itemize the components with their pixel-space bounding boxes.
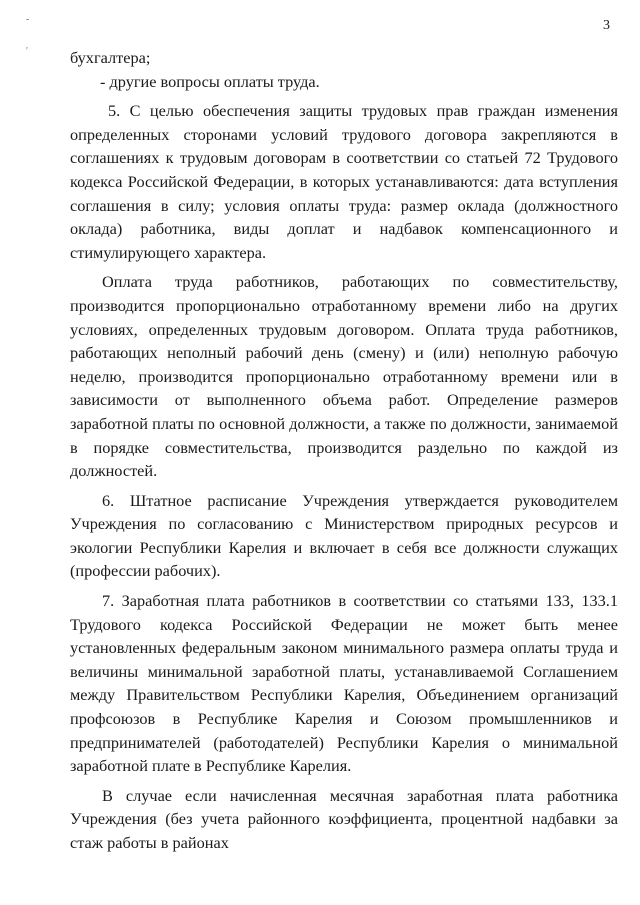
- paragraph-list-item: - другие вопросы оплаты труда.: [100, 71, 320, 91]
- document-body: [70, 46, 618, 855]
- margin-mark-lower: ': [26, 46, 28, 57]
- paragraph-minimum-wage-case: В случае если начисленная месячная заработная плата работника Учреждения (без учета районного коэффициента, процентной надбавки за стаж работы в районах: [70, 785, 618, 852]
- paragraph-continuation: бухгалтера;: [70, 48, 151, 67]
- paragraph-item-7: 7. Заработная плата работников в соответствии со статьями 133, 133.1 Трудового кодекса Российской Федерации не может быть менее установленных федеральным законом минимального размера оплаты труда и величины минимальной заработной платы, устанавливаемой Соглашением между Правительством Республики Карелия, Объединением организаций профсоюзов в Республике Карелия и Союзом промышленников и предпринимателей (работодателей) Республики Карелия о минимальной заработной плате в Республике Карелия.: [70, 591, 618, 776]
- page-number: 3: [603, 18, 610, 33]
- margin-mark-top: -: [26, 14, 30, 25]
- paragraph-item-6: 6. Штатное расписание Учреждения утверждается руководителем Учреждения по согласованию с Министерством природных ресурсов и экологии Республики Карелия и включает в себя все должности служащих (профессии рабочих).: [70, 490, 618, 581]
- paragraph-item-5: 5. С целью обеспечения защиты трудовых прав граждан изменения определенных сторонами условий трудового договора закрепляются в соглашениях к трудовым договорам в соответствии со статьей 72 Трудового кодекса Российской Федерации, в которых устанавливаются: дата вступления соглашения в силу; условия оплаты труда: размер оклада (должностного оклада) работника, виды доплат и надбавок компенсационного и стимулирующего характера.: [70, 101, 618, 262]
- paragraph-part-time-pay: Оплата труда работников, работающих по совместительству, производится пропорционально отработанному времени либо на других условиях, определенных трудовым договором. Оплата труда работников, работающих неполный рабочий день (смену) и (или) неполную рабочую неделю, производится пропорционально отработанному времени или в зависимости от выполненного объема работ. Определение размеров заработной платы по основной должности, а также по должности, занимаемой в порядке совместительства, производится раздельно по каждой из должностей.: [70, 272, 618, 481]
